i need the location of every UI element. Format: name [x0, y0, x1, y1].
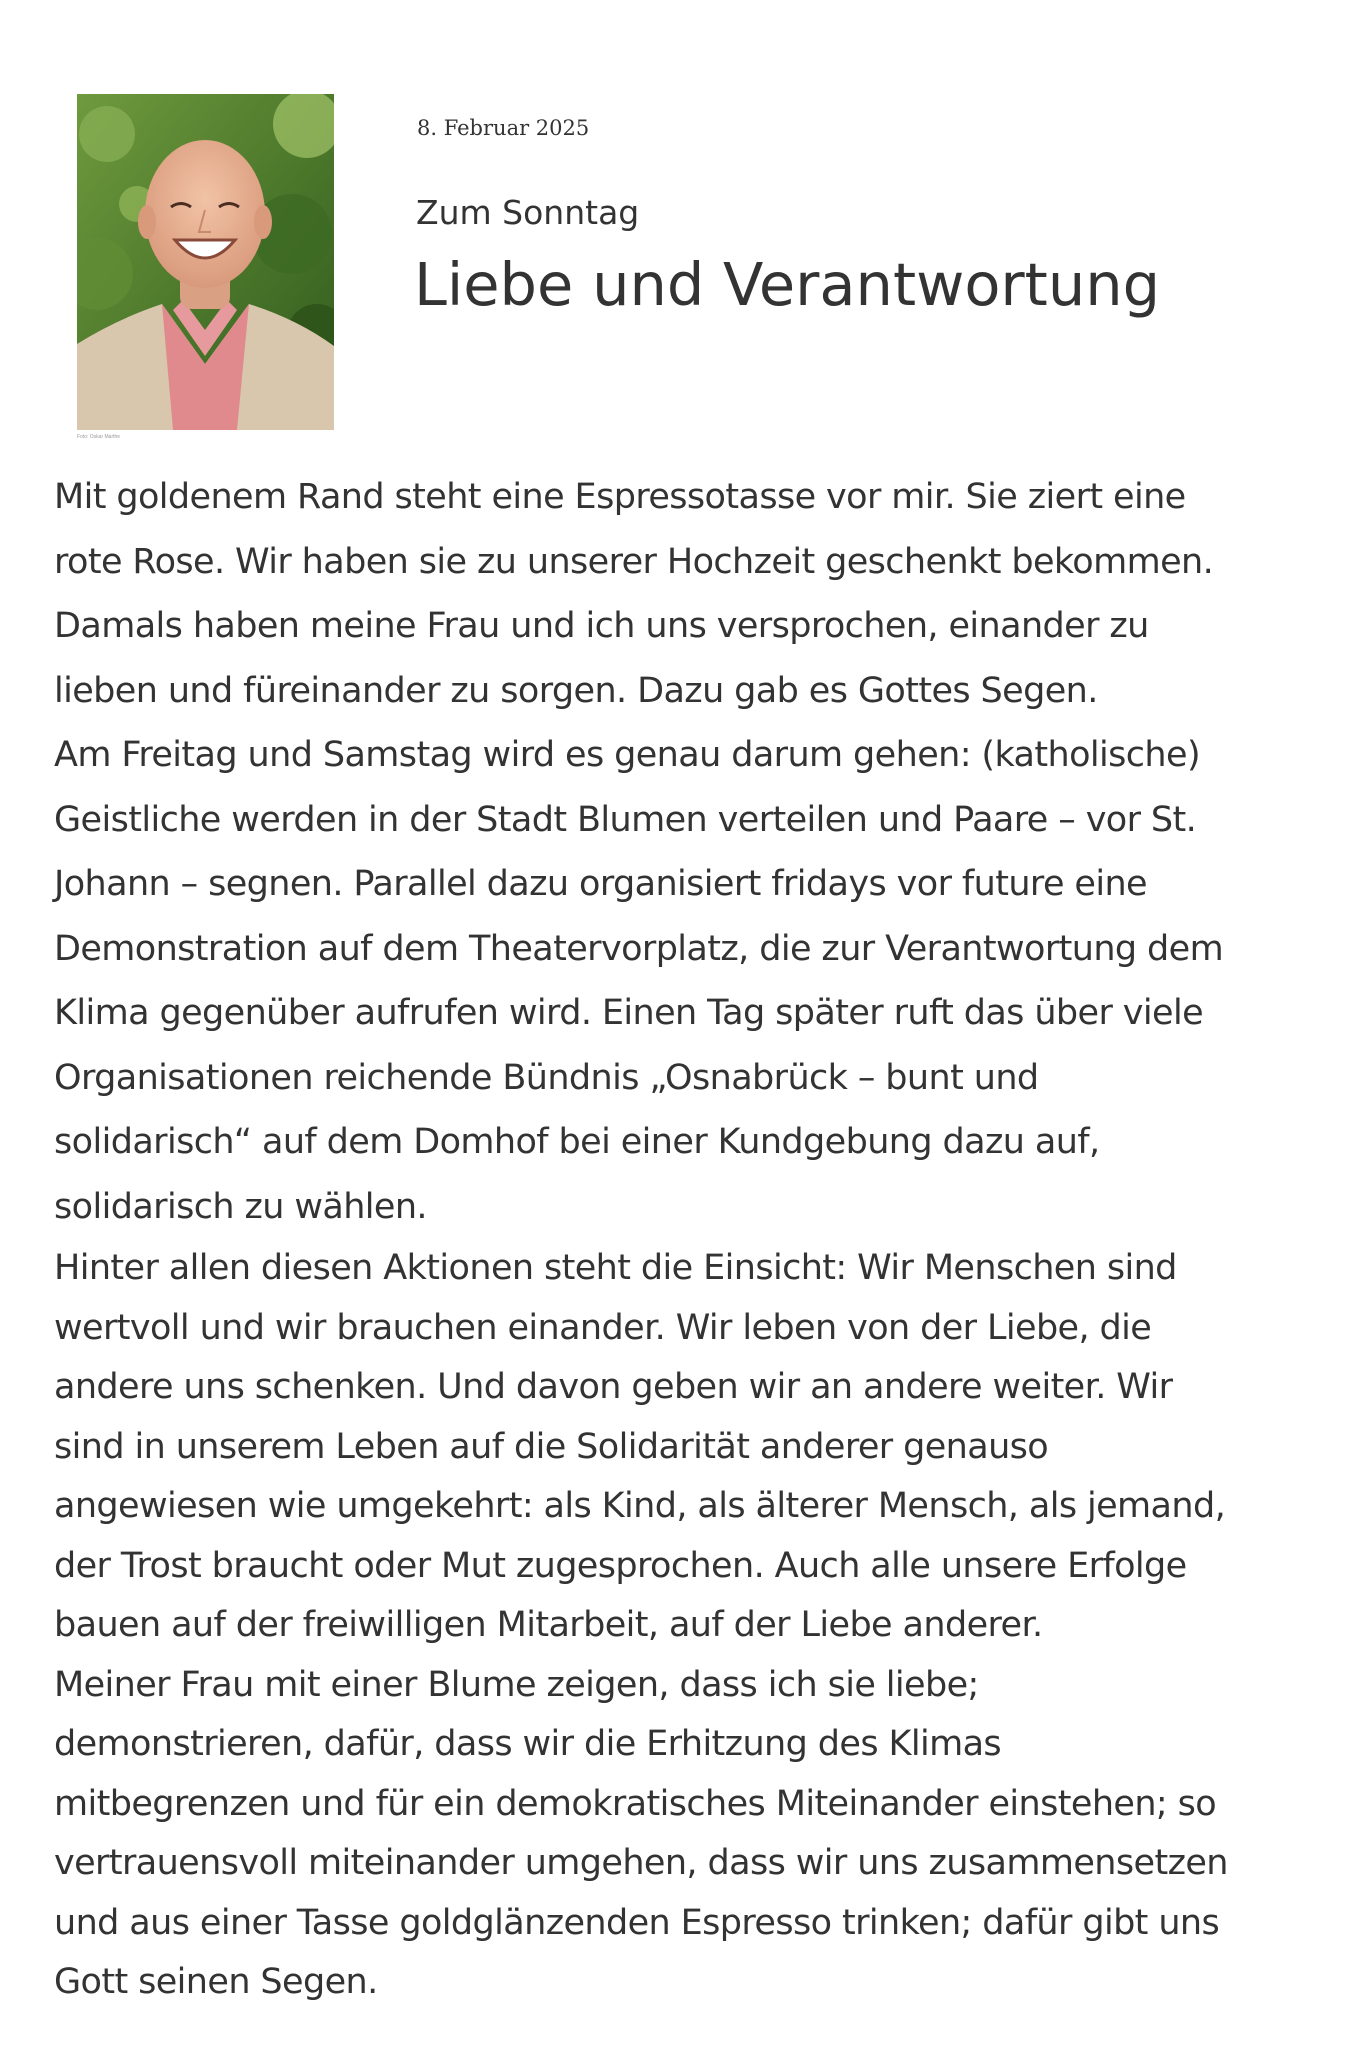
article-paragraph: Mit goldenem Rand steht eine Espressotasse vor mir. Sie ziert eine rote Rose. Wir haben sie zu unserer Hochzeit geschenkt bekommen. Damals haben meine Frau und ich uns versprochen, einander zu lieben und füreinander zu sorgen. Dazu gab es Gottes Segen. — [54, 477, 1214, 711]
article-title: Liebe und Verantwortung — [414, 250, 1161, 319]
article-paragraph: Meiner Frau mit einer Blume zeigen, dass ich sie liebe; demonstrieren, dafür, dass wir die Erhitzung des Klimas mitbegrenzen und für ein demokratisches Miteinander einstehen; so vertrauensvoll miteinander umgehen, dass wir uns zusammensetzen und aus einer Tasse goldglänzenden Espresso trinken; dafür gibt uns Gott seinen Segen. — [54, 1664, 1228, 2002]
photo-credit: Foto: Oskar Marthe — [77, 434, 121, 440]
article-kicker: Zum Sonntag — [416, 193, 640, 232]
publish-date: 8. Februar 2025 — [417, 116, 590, 140]
author-photo — [77, 94, 334, 430]
article-paragraph: Hinter allen diesen Aktionen steht die Einsicht: Wir Menschen sind wertvoll und wir brauchen einander. Wir leben von der Liebe, die andere uns schenken. Und davon geben wir an andere weiter. Wir sind in unserem Leben auf die Solidarität anderer genauso angewiesen wie umgekehrt: als Kind, als älterer Mensch, als jemand, der Trost braucht oder Mut zugesprochen. Auch alle unsere Erfolge bauen auf der freiwilligen Mitarbeit, auf der Liebe anderer. — [54, 1248, 1226, 1645]
article-paragraph: Am Freitag und Samstag wird es genau darum gehen: (katholische) Geistliche werden in der Stadt Blumen verteilen und Paare – vor St. Johann – segnen. Parallel dazu organisiert fridays vor future eine Demonstration auf dem Theatervorplatz, die zur Verantwortung dem Klima gegenüber aufrufen wird. Einen Tag später ruft das über viele Organisationen reichende Bündnis „Osnabrück – bunt und solidarisch“ auf dem Domhof bei einer Kundgebung dazu auf, solidarisch zu wählen. — [54, 735, 1224, 1227]
article-body — [54, 465, 1344, 2013]
